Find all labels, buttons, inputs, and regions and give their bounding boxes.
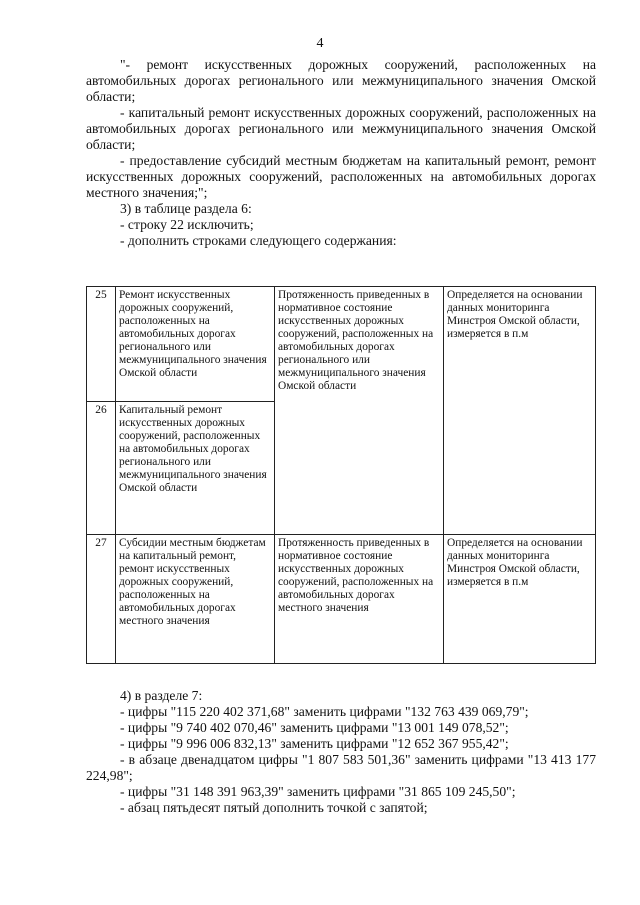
table-row [87,535,596,664]
row-number: 26 [87,402,116,535]
paragraph-subsidies: - предоставление субсидий местным бюджетам на капитальный ремонт, ремонт искусственных дорожных сооружений, расположенных на автомобильных дорогах местного значения;"; [86,153,596,200]
paragraph-replace-4: - в абзаце двенадцатом цифры "1 807 583 501,36" заменить цифрами "13 413 177 224,98"; [86,752,596,783]
row-method-cell: Определяется на основании данных мониторинга Минстроя Омской области, измеряется в п.м [444,287,596,535]
paragraph-replace-5: - цифры "31 148 391 963,39" заменить цифрами "31 865 109 245,50"; [120,784,516,799]
paragraph-repair: "- ремонт искусственных дорожных сооружений, расположенных на автомобильных дорогах регионального или межмуниципального значения Омской области; [86,57,596,104]
top-text-block [86,57,596,249]
row-method-cell: Определяется на основании данных мониторинга Минстроя Омской области, измеряется в п.м [444,535,596,664]
row-indicator-cell: Протяженность приведенных в нормативное состояние искусственных дорожных сооружений, расположенных на автомобильных дорогах местного значения [275,535,444,664]
paragraph-add-semicolon: - абзац пятьдесят пятый дополнить точкой с запятой; [120,800,428,815]
row-number: 25 [87,287,116,402]
row-name-cell: Ремонт искусственных дорожных сооружений, расположенных на автомобильных дорогах регионального или межмуниципального значения Омской области [116,287,275,402]
row-name-cell: Субсидии местным бюджетам на капитальный ремонт, ремонт искусственных дорожных сооружений, расположенных на автомобильных дорогах местного значения [116,535,275,664]
paragraph-table-section: 3) в таблице раздела 6: [120,201,252,216]
bottom-text-block [86,688,596,816]
paragraph-replace-2: - цифры "9 740 402 070,46" заменить цифрами "13 001 149 078,52"; [120,720,509,735]
row-indicator-cell: Протяженность приведенных в нормативное состояние искусственных дорожных сооружений, расположенных на автомобильных дорогах регионального или межмуниципального значения Омской области [275,287,444,535]
paragraph-section-7: 4) в разделе 7: [120,688,203,703]
paragraph-add-rows: - дополнить строками следующего содержания: [120,233,397,248]
paragraph-replace-1: - цифры "115 220 402 371,68" заменить цифрами "132 763 439 069,79"; [120,704,529,719]
paragraph-exclude-row: - строку 22 исключить; [120,217,254,232]
paragraph-replace-3: - цифры "9 996 006 832,13" заменить цифрами "12 652 367 955,42"; [120,736,509,751]
page-number: 4 [316,36,324,51]
row-number: 27 [87,535,116,664]
table-row [87,287,596,402]
row-name-cell: Капитальный ремонт искусственных дорожных сооружений, расположенных на автомобильных дорогах регионального или межмуниципального значения Омской области [116,402,275,535]
indicators-table [86,286,596,664]
paragraph-capital-repair: - капитальный ремонт искусственных дорожных сооружений, расположенных на автомобильных дорогах регионального или межмуниципального значения Омской области; [86,105,596,152]
